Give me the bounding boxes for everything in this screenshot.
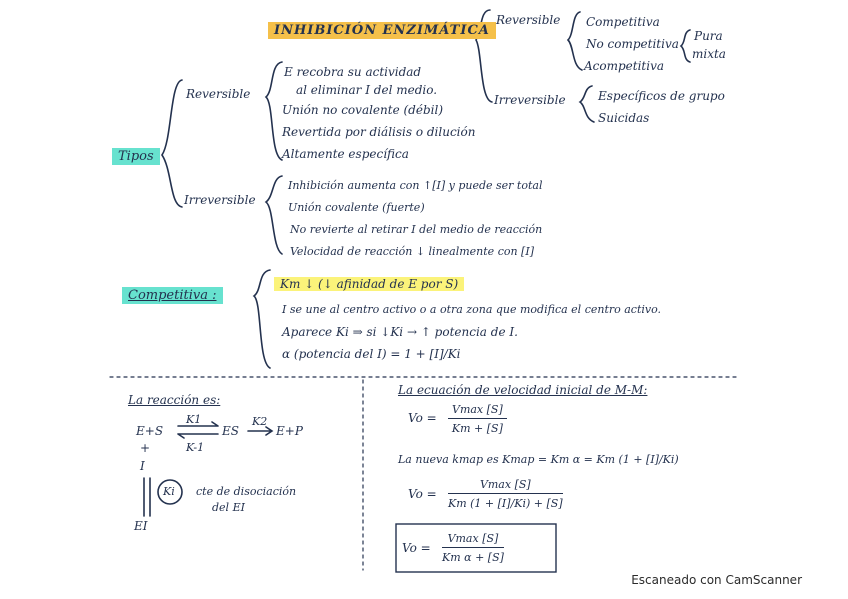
ki-note-2: del EI (212, 501, 245, 514)
top-irreversible-label: Irreversible (494, 93, 566, 107)
kmap-line: La nueva kmap es Kmap = Km α = Km (1 + [I]/Ki) (398, 453, 679, 466)
arrow-back (178, 434, 218, 438)
page-title: INHIBICIÓN ENZIMÁTICA (268, 22, 496, 39)
brace-irr-types (580, 86, 594, 122)
competitiva-heading: Competitiva : (122, 287, 223, 304)
irr-item-1: Inhibición aumenta con ↑[I] y puede ser total (288, 179, 543, 192)
type-no-competitiva: No competitiva (586, 37, 679, 51)
mm-heading: La ecuación de velocidad inicial de M-M: (398, 383, 648, 397)
irr-type-suicidas: Suicidas (598, 111, 650, 125)
type-competitiva: Competitiva (586, 15, 660, 29)
type-acompetitiva: Acompetitiva (584, 59, 665, 73)
reversible-label: Reversible (186, 87, 251, 101)
eq2-fraction (448, 478, 563, 510)
eq2-v0: Vo = (408, 487, 437, 501)
reaction-ep: E+P (276, 424, 303, 438)
top-reversible-label: Reversible (496, 13, 561, 27)
rev-item-3: Revertida por diálisis o dilución (282, 125, 476, 139)
irr-item-4: Velocidad de reacción ↓ linealmente con [I] (290, 245, 534, 258)
irr-item-2: Unión covalente (fuerte) (288, 201, 425, 214)
irr-item-3: No revierte al retirar I del medio de reacción (290, 223, 543, 236)
comp-item-2: I se une al centro activo o a otra zona que modifica el centro activo. (282, 303, 662, 316)
eq2-numerator: Vmax [S] (448, 478, 563, 494)
inhibitor-plus: + (140, 441, 151, 455)
k1-label: K1 (186, 413, 202, 426)
brace-pura (681, 30, 690, 62)
rev-item-1b: al eliminar I del medio. (296, 83, 438, 97)
k2-label: K2 (252, 415, 268, 428)
eq3-denominator: Km α + [S] (442, 551, 504, 564)
irr-type-especificos: Específicos de grupo (598, 89, 725, 103)
camscanner-footer: Escaneado con CamScanner (631, 573, 802, 587)
tipos-label: Tipos (112, 148, 160, 165)
eq2-denominator: Km (1 + [I]/Ki) + [S] (448, 497, 563, 510)
eq3-fraction (442, 532, 504, 564)
eq3-numerator: Vmax [S] (442, 532, 504, 548)
eq1-v0: Vo = (408, 411, 437, 425)
inhibitor-I: I (140, 459, 145, 473)
brace-comp (254, 270, 270, 368)
comp-item-3: Aparece Ki ⇒ si ↓Ki → ↑ potencia de I. (282, 325, 518, 339)
comp-item-1: Km ↓ (↓ afinidad de E por S) (274, 277, 464, 291)
label-pura: Pura (694, 29, 723, 43)
eq1-fraction (448, 403, 507, 435)
km1-label: K-1 (186, 441, 205, 454)
eq1-denominator: Km + [S] (451, 422, 503, 435)
brace-rev-items (266, 62, 282, 160)
brace-irr-items (266, 176, 282, 254)
reaction-es-mid: ES (222, 424, 239, 438)
comp-item-4: α (potencia del I) = 1 + [I]/Ki (282, 347, 461, 361)
reaction-es-left: E+S (136, 424, 164, 438)
rev-item-4: Altamente específica (282, 147, 409, 161)
eq1-numerator: Vmax [S] (448, 403, 507, 419)
eq3-v0: Vo = (402, 541, 431, 555)
rev-item-1: E recobra su actividad (284, 65, 422, 79)
brace-rev-types (568, 12, 582, 70)
label-mixta: mixta (692, 47, 726, 61)
complex-EI: EI (134, 519, 148, 533)
rev-item-2: Unión no covalente (débil) (282, 103, 444, 117)
ki-label: Ki (163, 485, 175, 498)
brace-tipos (162, 80, 182, 207)
reaction-heading: La reacción es: (128, 393, 221, 407)
irreversible-label: Irreversible (184, 193, 256, 207)
arrow-k2 (248, 427, 272, 435)
ki-note: cte de disociación (196, 485, 297, 498)
